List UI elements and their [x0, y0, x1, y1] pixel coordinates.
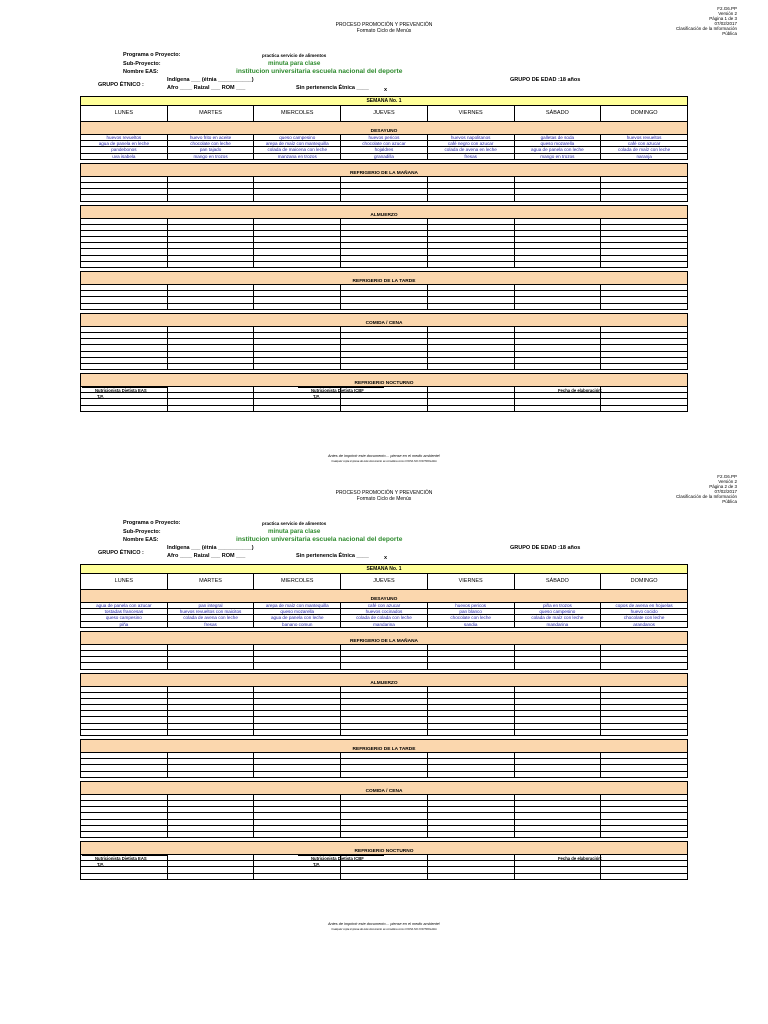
signature-icbf: Nutricionista Dietista ICBF	[311, 856, 364, 861]
menu-cell: queso campesino	[254, 135, 341, 141]
empty-cell	[254, 405, 341, 411]
empty-cell	[601, 873, 688, 879]
menu-cell: huevos napolitanos	[427, 135, 514, 141]
menu-cell: mandarina	[341, 621, 428, 627]
menu-cell: hojaldres	[341, 147, 428, 153]
empty-cell	[167, 405, 254, 411]
signature-eas: Nutricionista Dietista EAS	[95, 388, 147, 393]
menu-cell: colada de maíz con leche	[601, 147, 688, 153]
menu-cell: huevo cocido	[601, 609, 688, 615]
day-header: JUEVES	[341, 574, 428, 590]
sin-pertenencia-field: Sin pertenencia Étnica ____	[296, 85, 369, 91]
menu-cell: chocolate con leche	[167, 141, 254, 147]
menu-cell: pandebonos	[81, 147, 168, 153]
menu-cell: agua de panela en leche	[81, 141, 168, 147]
menu-cell: piña	[81, 621, 168, 627]
menu-cell: copos de avena en hojuelas	[601, 603, 688, 609]
x-mark: x	[384, 87, 388, 93]
menu-cell: pan blanco	[427, 609, 514, 615]
empty-cell	[341, 405, 428, 411]
menu-cell: huevos revueltos con maicitos	[167, 609, 254, 615]
doc-version: Versión 2	[718, 11, 737, 16]
day-header: JUEVES	[341, 106, 428, 122]
menu-cell: queso campesino	[514, 609, 601, 615]
footer-small: Cualquier copia impresa de este documento se considera como COPIA NO CONTROLADA	[331, 928, 437, 931]
menu-cell: mango en trozos	[167, 153, 254, 159]
menu-cell: huevos revueltos	[81, 135, 168, 141]
menu-table	[80, 564, 688, 880]
menu-cell: manzana en trozos	[254, 153, 341, 159]
indigena-field: Indígena ___ (étnia ___________)	[167, 545, 254, 551]
x-mark: x	[384, 555, 388, 561]
fecha-elaboracion: Fecha de elaboración:______________	[558, 856, 635, 861]
sin-pertenencia-field: Sin pertenencia Étnica ____	[296, 553, 369, 559]
semana-header: SEMANA No. 1	[81, 565, 688, 574]
classification-value: Pública	[722, 31, 737, 36]
section-refrigerio-tarde: REFRIGERIO DE LA TARDE	[81, 740, 688, 753]
day-header: MIERCOLES	[254, 106, 341, 122]
section-almuerzo: ALMUERZO	[81, 205, 688, 218]
day-header: MIERCOLES	[254, 574, 341, 590]
nombre-eas-value: institucion universitaria escuela nacional del deporte	[236, 68, 403, 75]
programa-value: practica servicio de alimentos	[262, 53, 327, 58]
menu-cell: huevos revueltos	[601, 135, 688, 141]
empty-cell	[254, 873, 341, 879]
doc-date: 07/02/2017	[714, 489, 737, 494]
doc-date: 07/02/2017	[714, 21, 737, 26]
subproyecto-value: minuta para clase	[268, 528, 321, 535]
empty-cell	[514, 873, 601, 879]
signature-eas-tp: T.P.	[97, 394, 104, 399]
grupo-etnico-label: GRUPO ÉTNICO :	[98, 550, 144, 556]
fecha-elaboracion: Fecha de elaboración:______________	[558, 388, 635, 393]
day-header: LUNES	[81, 106, 168, 122]
indigena-field: Indígena ___ (étnia ___________)	[167, 77, 254, 83]
programa-label: Programa o Proyecto:	[123, 52, 181, 58]
menu-cell: chocolate con azucar	[341, 141, 428, 147]
menu-cell: colada de colada con leche	[341, 615, 428, 621]
footer-note: Antes de imprimir este documento… piense en el medio ambiente!	[327, 454, 441, 458]
footer-note: Antes de imprimir este documento… piense en el medio ambiente!	[327, 922, 441, 926]
afro-raizal-rom-field: Afro ____ Raizal ___ ROM ___	[167, 553, 246, 559]
section-refrigerio-tarde: REFRIGERIO DE LA TARDE	[81, 272, 688, 285]
doc-subtitle: Formato Ciclo de Menús	[356, 28, 412, 34]
day-header: DOMINGO	[601, 574, 688, 590]
doc-code: F2.G6.PP	[717, 6, 737, 11]
menu-cell: huevo frito en aceite	[167, 135, 254, 141]
menu-cell: agua de panela con leche	[514, 147, 601, 153]
afro-raizal-rom-field: Afro ____ Raizal ___ ROM ___	[167, 85, 246, 91]
menu-cell: café negro con azucar	[427, 141, 514, 147]
programa-label: Programa o Proyecto:	[123, 520, 181, 526]
section-refrigerio-nocturno: REFRIGERIO NOCTURNO	[81, 842, 688, 855]
subproyecto-label: Sub-Proyecto:	[123, 529, 161, 535]
menu-cell: uva isabela	[81, 153, 168, 159]
empty-cell	[81, 873, 168, 879]
section-comida-cena: COMIDA / CENA	[81, 781, 688, 794]
day-header: VIERNES	[427, 574, 514, 590]
doc-code: F2.G6.PP	[717, 474, 737, 479]
page-number: Página 1 de 3	[709, 16, 737, 21]
menu-cell: naranja	[601, 153, 688, 159]
subproyecto-label: Sub-Proyecto:	[123, 61, 161, 67]
menu-cell: pan tajado	[167, 147, 254, 153]
nombre-eas-value: institucion universitaria escuela nacional del deporte	[236, 536, 403, 543]
subproyecto-value: minuta para clase	[268, 60, 321, 67]
day-header: DOMINGO	[601, 106, 688, 122]
menu-cell: queso campesino	[81, 615, 168, 621]
menu-cell: huevos pericos	[427, 603, 514, 609]
signature-eas: Nutricionista Dietista EAS	[95, 856, 147, 861]
menu-cell: arandanos	[601, 621, 688, 627]
menu-cell: colada de maicena con leche	[254, 147, 341, 153]
signature-icbf-tp: T.P.	[313, 862, 320, 867]
programa-value: practica servicio de alimentos	[262, 521, 327, 526]
menu-cell: colada de avena con leche	[167, 615, 254, 621]
classification-label: Clasificación de la Información	[675, 26, 737, 31]
classification-value: Pública	[722, 499, 737, 504]
menu-table	[80, 96, 688, 412]
menu-cell: colada de avena en leche	[427, 147, 514, 153]
day-header: LUNES	[81, 574, 168, 590]
menu-cell: queso mozarella	[254, 609, 341, 615]
semana-header: SEMANA No. 1	[81, 97, 688, 106]
day-header: MARTES	[167, 106, 254, 122]
menu-cell: granadilla	[341, 153, 428, 159]
menu-cell: piña en trozos	[514, 603, 601, 609]
doc-subtitle: Formato Ciclo de Menús	[356, 496, 412, 502]
signature-icbf-tp: T.P.	[313, 394, 320, 399]
nombre-eas-label: Nombre EAS:	[123, 69, 159, 75]
empty-cell	[341, 873, 428, 879]
empty-cell	[81, 405, 168, 411]
section-desayuno: DESAYUNO	[81, 122, 688, 135]
menu-cell: pan integral	[167, 603, 254, 609]
menu-cell: chocolate con leche	[427, 615, 514, 621]
empty-cell	[601, 405, 688, 411]
empty-cell	[167, 873, 254, 879]
menu-cell: café con azucar	[601, 141, 688, 147]
grupo-etnico-label: GRUPO ÉTNICO :	[98, 82, 144, 88]
menu-cell: agua de panela con leche	[254, 615, 341, 621]
menu-cell: arepa de maíz con mantequilla	[254, 141, 341, 147]
menu-cell: mango en trozos	[514, 153, 601, 159]
menu-cell: café con azucar	[341, 603, 428, 609]
page-number: Página 2 de 3	[709, 484, 737, 489]
menu-cell: fresas	[167, 621, 254, 627]
menu-cell: fresas	[427, 153, 514, 159]
section-almuerzo: ALMUERZO	[81, 673, 688, 686]
classification-label: Clasificación de la Información	[675, 494, 737, 499]
day-header: VIERNES	[427, 106, 514, 122]
section-comida-cena: COMIDA / CENA	[81, 313, 688, 326]
day-header: SÁBADO	[514, 106, 601, 122]
doc-title: PROCESO PROMOCIÓN Y PREVENCIÓN	[335, 490, 433, 496]
menu-cell: galletas de soda	[514, 135, 601, 141]
menu-cell: arepa de maíz con mantequilla	[254, 603, 341, 609]
menu-cell: colada de maíz con leche	[514, 615, 601, 621]
menu-cell: huevos cocinados	[341, 609, 428, 615]
section-refrigerio-manana: REFRIGERIO DE LA MAÑANA	[81, 631, 688, 644]
signature-icbf: Nutricionista Dietista ICBF	[311, 388, 364, 393]
footer-small: Cualquier copia impresa de este documento se considera como COPIA NO CONTROLADA	[331, 460, 437, 463]
menu-cell: agua de panela con azucar	[81, 603, 168, 609]
nombre-eas-label: Nombre EAS:	[123, 537, 159, 543]
doc-version: Versión 2	[718, 479, 737, 484]
menu-cell: huevos pericos	[341, 135, 428, 141]
menu-cell: mandarina	[514, 621, 601, 627]
doc-title: PROCESO PROMOCIÓN Y PREVENCIÓN	[335, 22, 433, 28]
grupo-edad-label: GRUPO DE EDAD :18 años	[510, 77, 581, 83]
page-2	[0, 468, 768, 968]
section-refrigerio-manana: REFRIGERIO DE LA MAÑANA	[81, 163, 688, 176]
menu-cell: tostadas francesas	[81, 609, 168, 615]
section-refrigerio-nocturno: REFRIGERIO NOCTURNO	[81, 374, 688, 387]
signature-eas-tp: T.P.	[97, 862, 104, 867]
empty-cell	[427, 873, 514, 879]
day-header: SÁBADO	[514, 574, 601, 590]
grupo-edad-label: GRUPO DE EDAD :18 años	[510, 545, 581, 551]
menu-cell: sandia	[427, 621, 514, 627]
empty-cell	[427, 405, 514, 411]
menu-cell: queso mozarella	[514, 141, 601, 147]
menu-cell: chocolate con leche	[601, 615, 688, 621]
section-desayuno: DESAYUNO	[81, 590, 688, 603]
page-1	[0, 0, 768, 500]
empty-cell	[514, 405, 601, 411]
menu-cell: banano comun	[254, 621, 341, 627]
day-header: MARTES	[167, 574, 254, 590]
